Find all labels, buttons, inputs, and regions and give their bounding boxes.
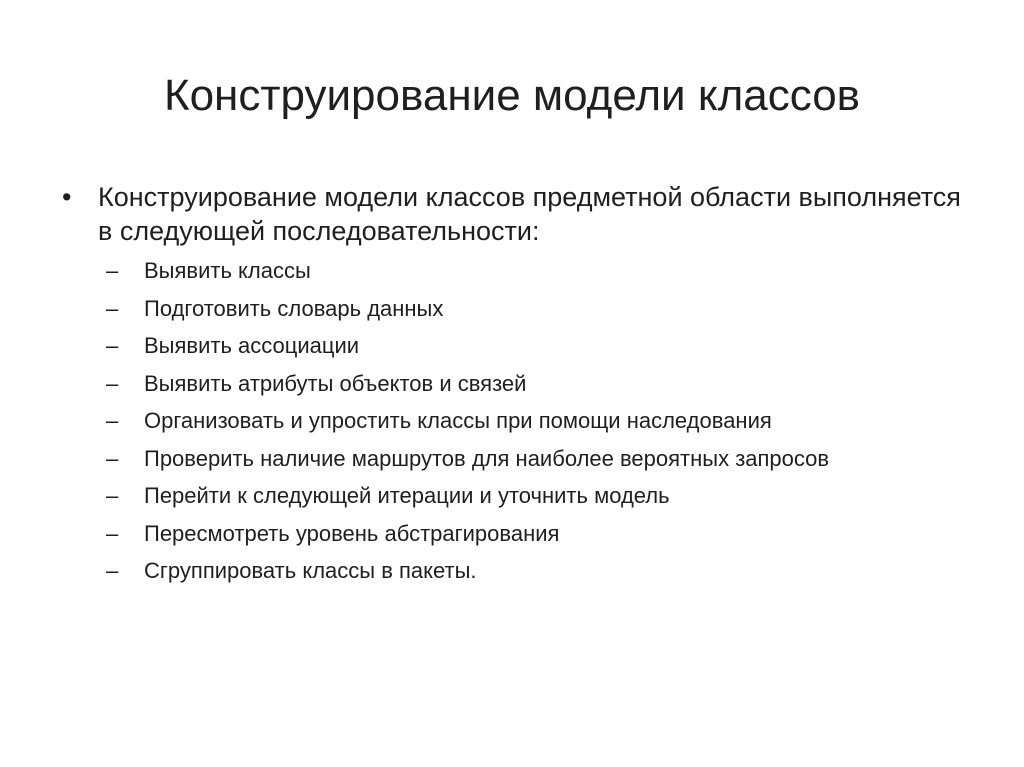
dash-marker: – bbox=[106, 408, 119, 433]
step-item bbox=[62, 515, 982, 553]
step-text: Проверить наличие маршрутов для наиболее вероятных запросов bbox=[144, 445, 830, 471]
step-text: Выявить атрибуты объектов и связей bbox=[144, 370, 527, 396]
dash-marker: – bbox=[106, 445, 119, 471]
step-text: Выявить ассоциации bbox=[144, 333, 360, 358]
step-item bbox=[62, 552, 982, 590]
step-item bbox=[62, 440, 982, 478]
main-bullet bbox=[62, 180, 982, 248]
slide-body bbox=[62, 180, 982, 590]
step-item bbox=[62, 290, 982, 328]
dash-marker: – bbox=[106, 370, 119, 396]
step-item bbox=[62, 327, 982, 365]
step-item bbox=[62, 252, 982, 290]
step-item bbox=[62, 365, 982, 403]
bullet-marker: • bbox=[62, 182, 72, 212]
dash-marker: – bbox=[106, 333, 119, 358]
dash-marker: – bbox=[106, 558, 119, 583]
step-text: Пересмотреть уровень абстрагирования bbox=[144, 520, 560, 546]
step-item bbox=[62, 477, 982, 515]
dash-marker: – bbox=[106, 295, 119, 321]
steps-list bbox=[62, 252, 982, 590]
step-text: Выявить классы bbox=[144, 258, 311, 283]
step-text: Сгруппировать классы в пакеты. bbox=[144, 558, 477, 583]
dash-marker: – bbox=[106, 483, 119, 508]
slide-title: Конструирование модели классов bbox=[163, 71, 861, 120]
step-text: Организовать и упростить классы при помощи наследования bbox=[144, 408, 772, 433]
dash-marker: – bbox=[106, 258, 119, 283]
step-text: Перейти к следующей итерации и уточнить модель bbox=[144, 483, 670, 508]
step-text: Подготовить словарь данных bbox=[144, 295, 444, 321]
main-bullet-text: Конструирование модели классов предметной области выполняется в следующей последовательности: bbox=[98, 182, 961, 246]
dash-marker: – bbox=[106, 520, 119, 546]
step-item bbox=[62, 402, 982, 440]
